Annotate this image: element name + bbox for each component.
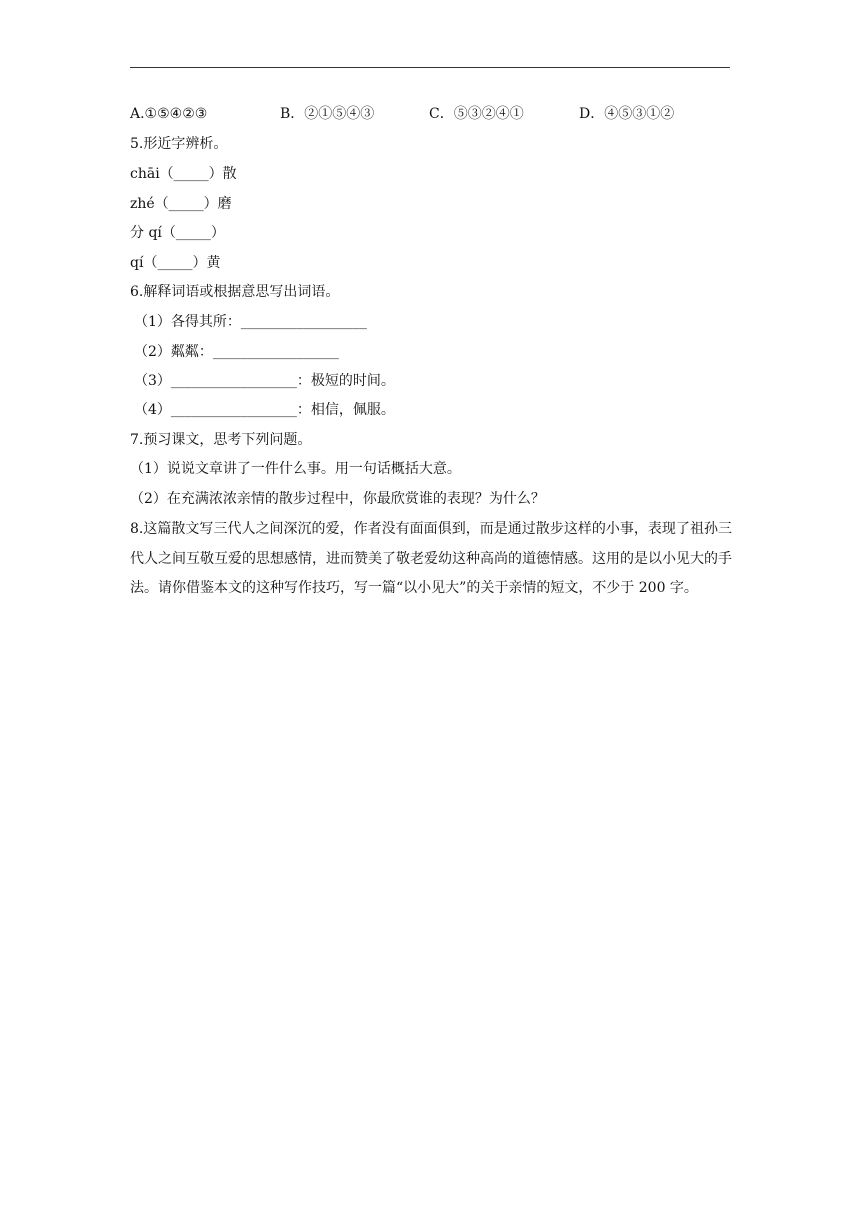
option-b: B．②①⑤④③ [280, 106, 375, 122]
question-7-item-2: （2）在充满浓浓亲情的散步过程中，你最欣赏谁的表现？为什么？ [130, 491, 545, 507]
option-c: C．⑤③②④① [429, 106, 524, 122]
option-a: A.①⑤④②③ [130, 106, 208, 122]
question-5-row-3: 分 qí（_____） [130, 225, 225, 241]
option-d: D．④⑤③①② [579, 106, 675, 122]
question-8-paragraph: 8.这篇散文写三代人之间深沉的爱，作者没有面面俱到，而是通过散步这样的小事，表现了祖孙三代人之间互敬互爱的思想感情，进而赞美了敬老爱幼这种高尚的道德情感。这用的是以小见大的手法。请你借鉴本文的这种写作技巧，写一篇“以小见大”的关于亲情的短文，不少于 200 字。 [130, 521, 732, 597]
question-5-row-1: chāi（_____）散 [130, 166, 237, 182]
question-6-title: 6.解释词语或根据意思写出词语。 [130, 284, 340, 300]
question-6-item-4: （4）__________________：相信，佩服。 [134, 402, 395, 418]
question-6-item-2: （2）粼粼：__________________ [134, 344, 339, 360]
question-5-row-4: qí（_____）黄 [130, 255, 221, 271]
question-6-item-1: （1）各得其所：__________________ [134, 314, 367, 330]
header-divider [130, 67, 730, 68]
question-7-item-1: （1）说说文章讲了一件什么事。用一句话概括大意。 [130, 461, 461, 477]
question-7-title: 7.预习课文，思考下列问题。 [130, 432, 312, 448]
question-5-title: 5.形近字辨析。 [130, 136, 228, 152]
question-5-row-2: zhé（_____）磨 [130, 196, 232, 212]
question-6-item-3: （3）__________________：极短的时间。 [134, 373, 395, 389]
